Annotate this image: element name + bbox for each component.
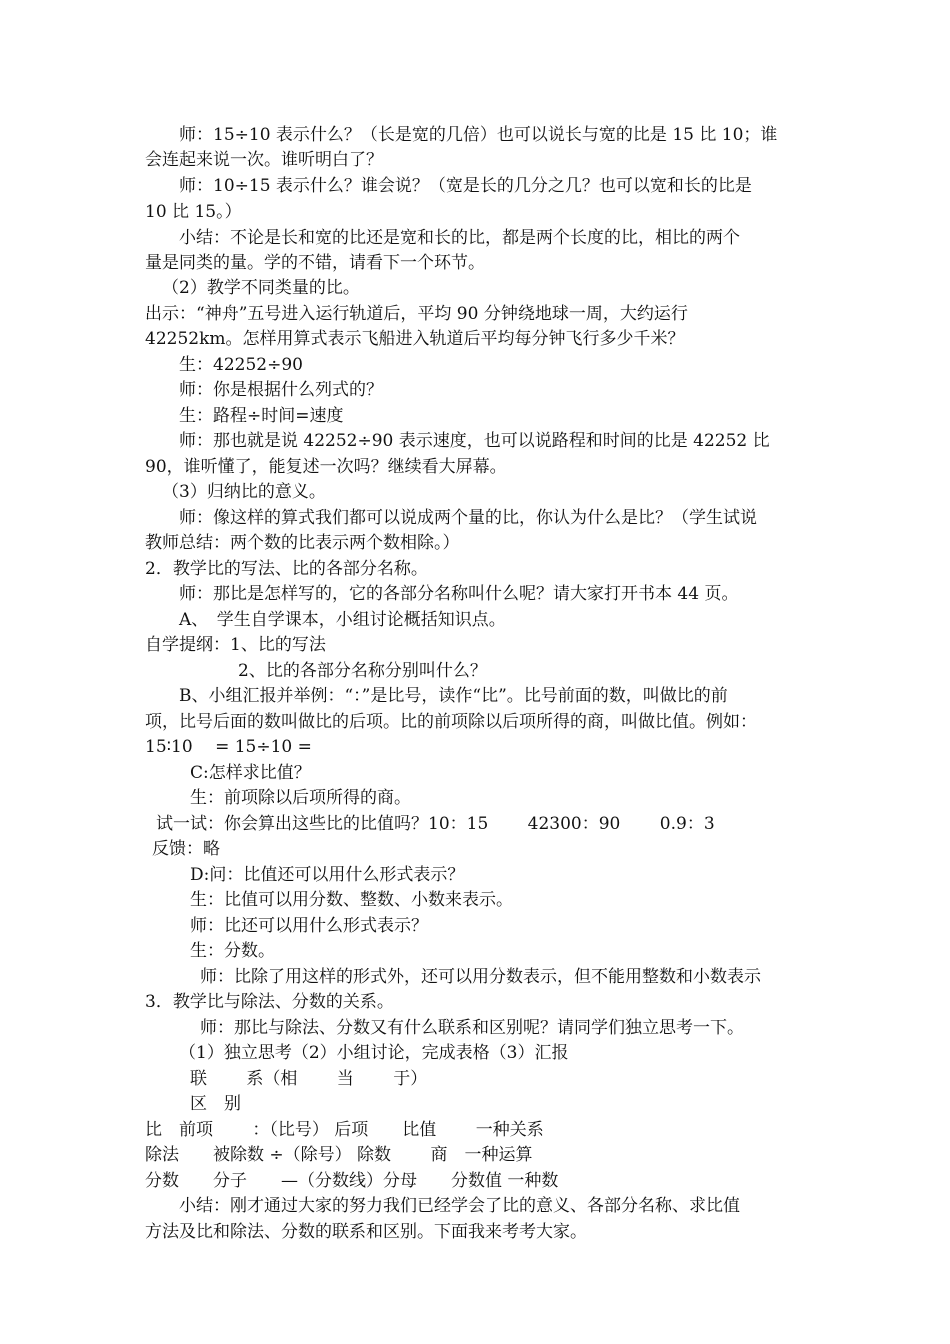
text-line: B、小组汇报并举例：“：”是比号，读作“比”。比号前面的数，叫做比的前	[179, 686, 728, 706]
text-line: D:问：比值还可以用什么形式表示？	[190, 865, 465, 885]
text-line: 生：分数。	[190, 941, 275, 961]
text-line: 会连起来说一次。谁听明白了？	[145, 150, 383, 170]
text-line: 教师总结：两个数的比表示两个数相除。）	[145, 533, 460, 553]
table-row: 分数 分子 —（分数线）分母 分数值 一种数	[145, 1171, 559, 1191]
text-line: 小结：刚才通过大家的努力我们已经学会了比的意义、各部分名称、求比值	[179, 1196, 740, 1216]
text-line: 生：路程÷时间=速度	[179, 406, 344, 426]
text-line: 生：前项除以后项所得的商。	[190, 788, 411, 808]
text-line: 生：比值可以用分数、整数、小数来表示。	[190, 890, 513, 910]
table-row: 除法 被除数 ÷（除号） 除数 商 一种运算	[145, 1145, 533, 1165]
text-line: 小结：不论是长和宽的比还是宽和长的比，都是两个长度的比，相比的两个	[179, 228, 740, 248]
table-header: 联 系（相 当 于）	[190, 1069, 428, 1089]
text-line: 师：比除了用这样的形式外，还可以用分数表示，但不能用整数和小数表示	[200, 967, 761, 987]
text-line: 师：比还可以用什么形式表示？	[190, 916, 428, 936]
section-heading: （3）归纳比的意义。	[162, 482, 326, 502]
text-line: 量是同类的量。学的不错，请看下一个环节。	[145, 253, 485, 273]
table-header: 区 别	[190, 1094, 241, 1114]
text-line: 90，谁听懂了，能复述一次吗？继续看大屏幕。	[145, 457, 507, 477]
text-line: C:怎样求比值？	[190, 763, 311, 783]
text-line: （1）独立思考（2）小组讨论，完成表格（3）汇报	[179, 1043, 569, 1063]
text-line: 师：那比与除法、分数又有什么联系和区别呢？请同学们独立思考一下。	[200, 1018, 744, 1038]
text-line: 试一试：你会算出这些比的比值吗？10：15 42300：90 0.9：3	[156, 814, 715, 834]
text-line: 反馈：略	[152, 839, 220, 859]
table-row: 比 前项 ：（比号） 后项 比值 一种关系	[145, 1120, 544, 1140]
text-line: 自学提纲：1、比的写法	[145, 635, 326, 655]
text-line: 生：42252÷90	[179, 355, 303, 375]
text-line: 师：15÷10 表示什么？（长是宽的几倍）也可以说长与宽的比是 15 比 10；谁	[179, 125, 778, 145]
text-line: 项，比号后面的数叫做比的后项。比的前项除以后项所得的商，叫做比值。例如：	[145, 712, 757, 732]
text-line: 出示：“神舟”五号进入运行轨道后，平均 90 分钟绕地球一周，大约运行	[145, 304, 688, 324]
text-line: 15∶10 = 15÷10 =	[145, 737, 312, 757]
text-line: 师：10÷15 表示什么？谁会说？（宽是长的几分之几？也可以宽和长的比是	[179, 176, 752, 196]
text-line: A、 学生自学课本，小组讨论概括知识点。	[179, 610, 506, 630]
text-line: 10 比 15。）	[145, 202, 242, 222]
text-line: 42252km。怎样用算式表示飞船进入轨道后平均每分钟飞行多少千米？	[145, 329, 685, 349]
section-heading: 2．教学比的写法、比的各部分名称。	[145, 559, 428, 579]
text-line: 师：像这样的算式我们都可以说成两个量的比，你认为什么是比？（学生试说	[179, 508, 757, 528]
text-line: 2、比的各部分名称分别叫什么？	[238, 661, 487, 681]
text-line: 师：你是根据什么列式的？	[179, 380, 383, 400]
section-heading: （2）教学不同类量的比。	[162, 278, 360, 298]
text-line: 师：那也就是说 42252÷90 表示速度，也可以说路程和时间的比是 42252 比	[179, 431, 770, 451]
section-heading: 3．教学比与除法、分数的关系。	[145, 992, 394, 1012]
text-line: 方法及比和除法、分数的联系和区别。下面我来考考大家。	[145, 1222, 587, 1242]
text-line: 师：那比是怎样写的，它的各部分名称叫什么呢？请大家打开书本 44 页。	[179, 584, 739, 604]
